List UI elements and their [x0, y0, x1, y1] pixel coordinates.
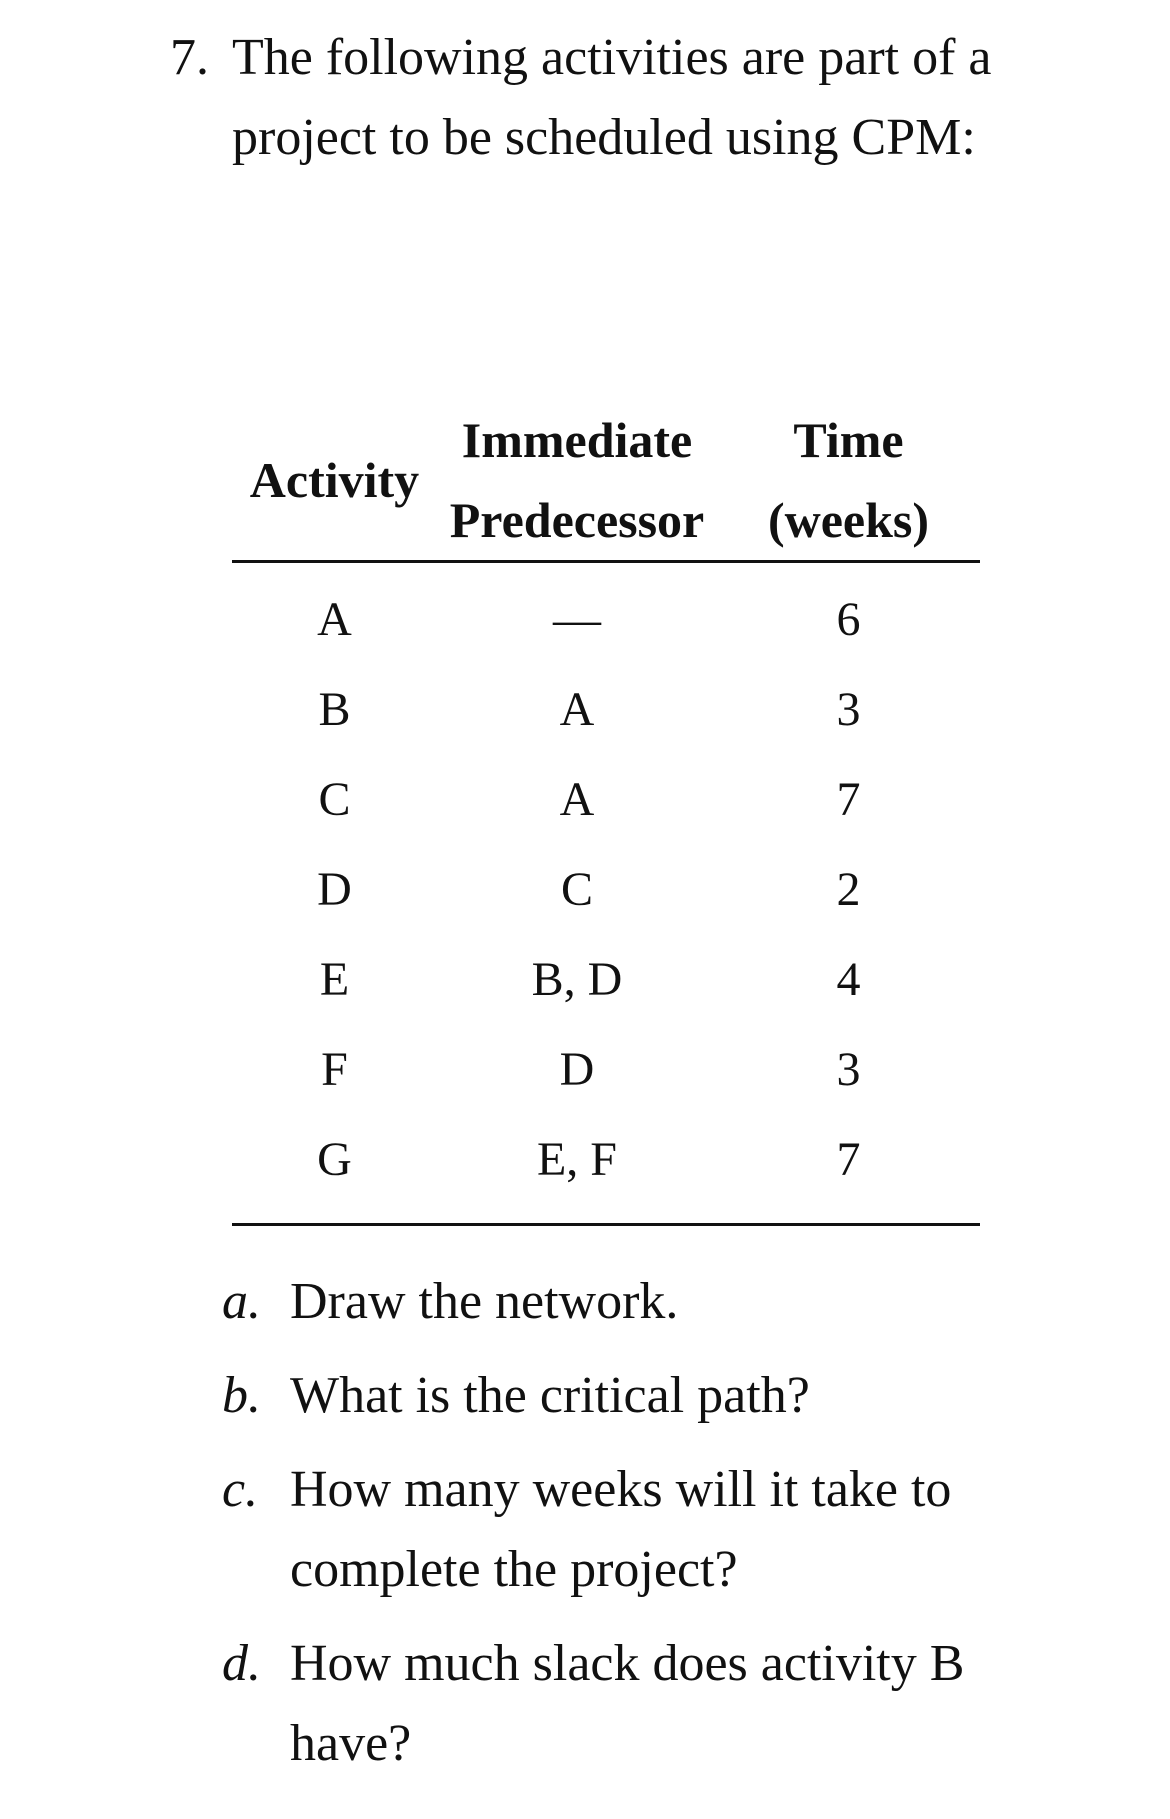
header-predecessor-line2: Predecessor [449, 492, 705, 548]
cell-predecessor: D [559, 1043, 595, 1096]
cell-predecessor: E, F [437, 1115, 717, 1225]
question-item [220, 1262, 1020, 1342]
table-row [232, 935, 980, 1025]
question-text: Draw the network. [290, 1273, 679, 1330]
header-predecessor [437, 400, 717, 562]
table-row [232, 755, 980, 845]
cell-time: 7 [717, 1115, 980, 1225]
cell-activity: F [321, 1043, 348, 1096]
cell-activity: A [317, 593, 352, 646]
cell-activity: D [317, 863, 352, 916]
question-letter: b. [222, 1367, 261, 1424]
header-activity [232, 400, 437, 562]
cell-activity: B [318, 683, 351, 736]
cell-time: 6 [836, 593, 861, 646]
table-header-row [232, 400, 980, 562]
question-item [220, 1624, 1020, 1784]
cell-predecessor: A [559, 683, 595, 736]
cell-predecessor: — [553, 593, 601, 646]
header-time [717, 400, 980, 562]
question-item [220, 1450, 1020, 1610]
table-row [232, 562, 980, 666]
header-predecessor-line1: Immediate [461, 412, 693, 468]
header-time-line1: Time [793, 412, 904, 468]
question-item [220, 1356, 1020, 1436]
problem-text: The following activities are part of a project to be scheduled using CPM: [232, 29, 992, 166]
cell-time: 4 [836, 953, 861, 1006]
cell-predecessor: C [560, 863, 593, 916]
problem-statement [170, 18, 1030, 178]
cell-time: 7 [836, 773, 861, 826]
table-row [232, 1025, 980, 1115]
cell-activity: G [232, 1115, 437, 1225]
activity-table-container [232, 400, 980, 1226]
header-time-line2: (weeks) [767, 492, 930, 548]
question-text: What is the critical path? [290, 1367, 810, 1424]
cell-activity: C [318, 773, 351, 826]
cell-predecessor: A [559, 773, 595, 826]
cell-time: 2 [836, 863, 861, 916]
table-row [232, 1115, 980, 1225]
question-list [220, 1262, 1020, 1798]
cell-predecessor: B, D [531, 953, 623, 1006]
question-text: How many weeks will it take to complete the project? [290, 1461, 952, 1598]
header-activity-label: Activity [249, 452, 420, 508]
cell-activity: E [319, 953, 350, 1006]
table-row [232, 845, 980, 935]
activity-table [232, 400, 980, 1226]
question-letter: a. [222, 1273, 261, 1330]
question-text: How much slack does activity B have? [290, 1635, 965, 1772]
cell-time: 3 [836, 1043, 861, 1096]
table-row [232, 665, 980, 755]
question-letter: d. [222, 1635, 261, 1692]
problem-number: 7. [170, 29, 209, 86]
question-letter: c. [222, 1461, 259, 1518]
cell-time: 3 [836, 683, 861, 736]
